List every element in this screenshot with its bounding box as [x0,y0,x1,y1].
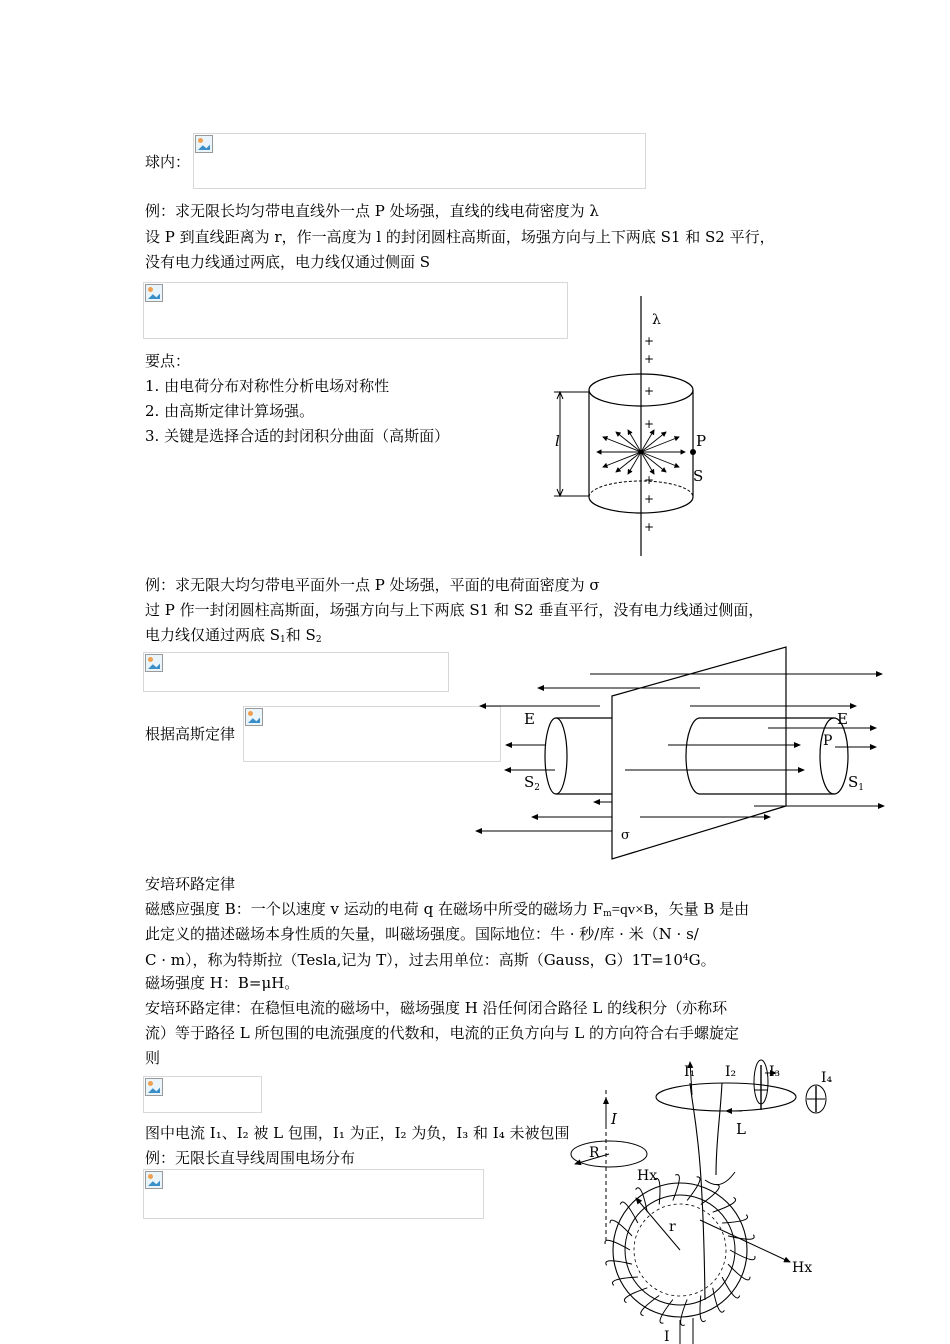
plus-sign: + [644,417,655,431]
label-I-top: I [611,1110,617,1128]
e-label-left: E [524,710,535,728]
b-definition-2: 此定义的描述磁场本身性质的矢量，叫磁场强度。国际地位：牛 · 秒/库 · 米（N · s/ [145,925,699,943]
label-L: L [736,1120,746,1138]
s-label: S [693,467,704,485]
cylinder-base-s1 [820,718,848,794]
coil-winding [681,1300,687,1326]
coil-winding [605,1240,630,1250]
coil-winding [610,1220,632,1236]
formula-image-gauss-law [243,706,501,762]
coil-winding [730,1250,755,1260]
ampere-title: 安培环路定律 [145,875,236,893]
charged-plane [612,647,786,859]
s1-label: $S_1$ [848,773,865,793]
keypoint-item: 3. 关键是选择合适的封闭积分曲面（高斯面） [145,427,450,445]
label-Hx-right: Hx [792,1260,813,1276]
coil-winding [620,1202,638,1223]
ampere-law-2: 流）等于路径 L 所包围的电流强度的代数和，电流的正负方向与 L 的方向符合右手螺旋定 [145,1024,739,1042]
label-Hx-top: Hx [637,1168,658,1184]
label-r: r [669,1219,676,1235]
coil-winding [722,1215,747,1223]
keypoints-title: 要点： [145,352,191,370]
broken-image-icon [195,135,213,153]
broken-image-icon [145,1078,163,1096]
plus-sign: + [644,334,655,348]
line-charge-cylinder-figure [540,290,720,560]
example-line-charge: 例：求无限长均匀带电直线外一点 P 处场强，直线的线电荷密度为 λ [145,202,599,220]
paragraph-plane-charge-1: 过 P 作一封闭圆柱高斯面，场强方向与上下两底 S1 和 S2 垂直平行，没有电力线通过侧面， [145,601,764,619]
broken-image-icon [145,284,163,302]
plus-sign: + [644,520,655,534]
broken-image-icon [145,654,163,672]
e-label-right: E [837,710,848,728]
lambda-label: λ [652,312,661,328]
plus-sign: + [644,473,655,487]
p-label: P [823,733,833,749]
example-straight-wire: 例：无限长直导线周围电场分布 [145,1149,356,1167]
label-I-bottom: I [664,1329,670,1344]
formula-image-ampere [143,1076,262,1113]
plus-sign: + [644,352,655,366]
coil-winding [722,1277,740,1298]
example-plane-charge: 例：求无限大均匀带电平面外一点 P 处场强，平面的电荷面密度为 σ [145,576,600,594]
formula-image-ball-inside [193,133,646,189]
plus-sign: + [644,492,655,506]
b-definition-1: 磁感应强度 B：一个以速度 v 运动的电荷 q 在磁场中所受的磁场力 $F_m=qv\times B$，矢量 B 是由 [145,900,750,919]
plus-sign: + [644,384,655,398]
s2-label: $S_2$ [524,773,541,793]
figure-note: 图中电流 I₁、I₂ 被 L 包围，I₁ 为正，I₂ 为负，I₃ 和 I₄ 未被包围 [145,1124,570,1142]
b-definition-3: C · m），称为特斯拉（Tesla,记为 T），过去用单位：高斯（Gauss，$G)1T=10^4G$。 [145,951,716,969]
sigma-label: σ [621,828,630,843]
label-I1: I₁ [684,1064,696,1080]
coil-winding [612,1277,637,1285]
formula-image-straight-wire [143,1169,484,1219]
keypoint-item: 2. 由高斯定律计算场强。 [145,402,315,420]
coil-winding [728,1264,750,1280]
gauss-law-label: 根据高斯定律 [145,725,236,743]
paragraph-line-charge-1: 设 P 到直线距离为 r，作一高度为 l 的封闭圆柱高斯面，场强方向与上下两底 S1 和 S2 平行， [145,228,775,246]
keypoint-item: 1. 由电荷分布对称性分析电场对称性 [145,377,390,395]
paragraph-plane-charge-2: 电力线仅通过两底 $S_1$和 $S_2$ [145,626,322,645]
broken-image-icon [145,1171,163,1189]
label-R: R [589,1145,600,1161]
ball-inside-label: 球内： [145,153,191,171]
h-definition: 磁场强度 H：B=μH。 [145,974,300,992]
height-l-label: l [555,432,560,450]
coil-winding [606,1261,632,1266]
label-I4: I₄ [821,1070,833,1086]
broken-image-icon [245,708,263,726]
loop-L [656,1083,796,1111]
formula-image-line-charge [143,282,568,339]
p-label: P [696,432,707,450]
coil-winding [673,1175,679,1201]
ampere-law-3: 则 [145,1049,161,1067]
formula-image-plane-flux [143,652,449,692]
coil-winding [713,1288,725,1312]
ampere-law-1: 安培环路定律：在稳恒电流的磁场中，磁场强度 H 沿任何闭合路径 L 的线积分（亦称环 [145,999,728,1017]
ampere-figure [560,1055,850,1344]
paragraph-line-charge-2: 没有电力线通过两底，电力线仅通过侧面 S [145,253,431,271]
cylinder-base-s2 [545,718,567,794]
label-I2: I₂ [725,1064,737,1080]
plane-charge-figure [470,640,895,865]
label-I3: I₃ [769,1064,781,1080]
